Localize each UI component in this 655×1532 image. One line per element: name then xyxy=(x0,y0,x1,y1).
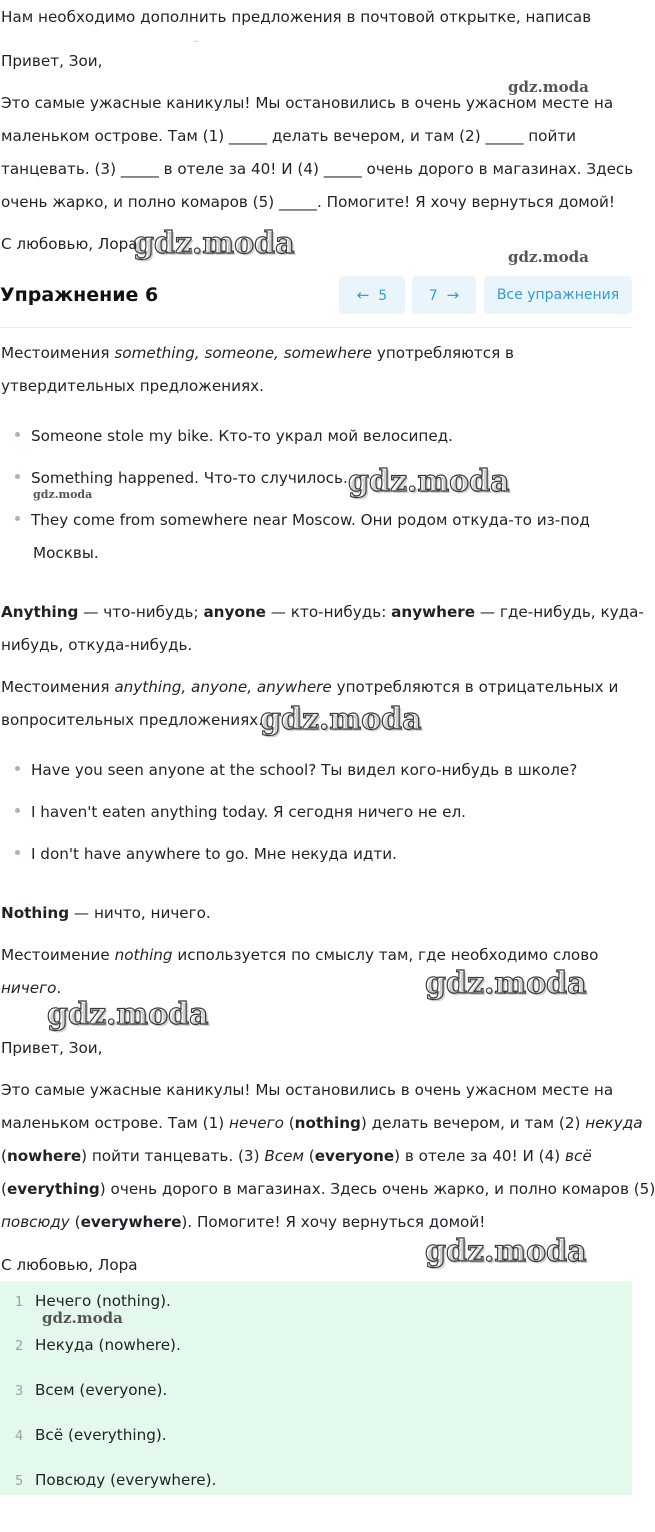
list-item-cont: Москвы. xyxy=(33,544,99,562)
solution-greeting: Привет, Зои, xyxy=(1,1039,103,1057)
watermark: gdz.moda xyxy=(348,464,510,499)
watermark: gdz.moda xyxy=(42,1309,123,1327)
theory-paragraph: Местоимения anything, anyone, anywhere употребляются в отрицательных и xyxy=(1,678,619,696)
watermark: gdz.moda xyxy=(260,702,422,737)
list-item: I haven't eaten anything today. Я сегодня ничего не ел. xyxy=(15,796,626,829)
prev-exercise-button[interactable] xyxy=(339,276,405,314)
solution-line: (nowhere) пойти танцевать. (3) Всем (everyone) в отеле за 40! И (4) всё xyxy=(1,1147,592,1165)
prev-exercise-label: 5 xyxy=(378,288,388,304)
solution-line: (everything) очень дорого в магазинах. Здесь очень жарко, и полно комаров (5) xyxy=(1,1180,655,1198)
list-item: Something happened. Что-то случилось. xyxy=(15,462,626,495)
letter-greeting: Привет, Зои, xyxy=(1,52,103,70)
theory-paragraph: Местоимение nothing используется по смыслу там, где необходимо слово xyxy=(1,946,599,964)
watermark: gdz.moda xyxy=(508,78,589,96)
theory-paragraph: Anything — что-нибудь; anyone — кто-нибудь: anywhere — где-нибудь, куда- xyxy=(1,603,644,621)
header-divider xyxy=(0,327,632,328)
letter-line: очень жарко, и полно комаров (5) _____. Помогите! Я хочу вернуться домой! xyxy=(1,193,615,211)
solution-signature: С любовью, Лора xyxy=(1,1256,138,1274)
bullet-icon xyxy=(15,516,20,521)
answer-item: 5 Повсюду (everywhere). xyxy=(15,1471,217,1489)
theory-paragraph-cont: утвердительных предложениях. xyxy=(1,377,264,395)
theory-paragraph-cont: ничего. xyxy=(1,979,62,997)
next-exercise-button[interactable] xyxy=(412,276,476,314)
theory-paragraph: Nothing — ничто, ничего. xyxy=(1,904,211,922)
exercise-title: Упражнение 6 xyxy=(0,284,159,306)
letter-line: маленьком острове. Там (1) _____ делать вечером, и там (2) _____ пойти xyxy=(1,127,577,145)
list-item: I don't have anywhere to go. Мне некуда идти. xyxy=(15,838,626,871)
answer-item: 3 Всем (everyone). xyxy=(15,1381,168,1399)
theory-paragraph-cont: вопросительных предложениях. xyxy=(1,711,264,729)
all-exercises-button[interactable] xyxy=(484,276,632,314)
answer-item: 2 Некуда (nowhere). xyxy=(15,1336,181,1354)
bullet-icon xyxy=(15,766,20,771)
watermark: gdz.moda xyxy=(425,1234,587,1269)
watermark: gdz.moda xyxy=(47,997,209,1032)
list-item: Have you seen anyone at the school? Ты видел кого-нибудь в школе? xyxy=(15,754,626,787)
watermark: gdz.moda xyxy=(425,966,587,1001)
solution-line: повсюду (everywhere). Помогите! Я хочу вернуться домой! xyxy=(1,1213,486,1231)
solution-line: Это самые ужасные каникулы! Мы остановились в очень ужасном месте на xyxy=(1,1081,614,1099)
intro-ellipsis: .. xyxy=(193,35,199,44)
watermark: gdz.moda xyxy=(133,226,295,261)
theory-paragraph-cont: нибудь, откуда-нибудь. xyxy=(1,636,193,654)
letter-line: танцевать. (3) _____ в отеле за 40! И (4) _____ очень дорого в магазинах. Здесь xyxy=(1,160,634,178)
watermark: gdz.moda xyxy=(508,248,589,266)
list-item: Someone stole my bike. Кто-то украл мой велосипед. xyxy=(15,420,626,453)
letter-signature: С любовью, Лора xyxy=(1,235,138,253)
bullet-icon xyxy=(15,432,20,437)
arrow-left-icon: ← xyxy=(356,286,370,304)
next-exercise-label: 7 xyxy=(428,288,438,304)
bullet-icon xyxy=(15,474,20,479)
list-item: They come from somewhere near Moscow. Они родом откуда-то из-под xyxy=(15,504,626,537)
answer-item: 4 Всё (everything). xyxy=(15,1426,167,1444)
intro-text: Нам необходимо дополнить предложения в почтовой открытке, написав xyxy=(1,8,592,26)
answer-item: 1 Нечего (nothing). xyxy=(15,1292,171,1310)
letter-line: Это самые ужасные каникулы! Мы остановились в очень ужасном месте на xyxy=(1,94,614,112)
theory-paragraph: Местоимения something, someone, somewhere употребляются в xyxy=(1,344,515,362)
solution-line: маленьком острове. Там (1) нечего (nothing) делать вечером, и там (2) некуда xyxy=(1,1114,643,1132)
watermark: gdz.moda xyxy=(33,488,93,501)
arrow-right-icon: → xyxy=(446,286,460,304)
all-exercises-label: Все упражнения xyxy=(496,287,620,303)
bullet-icon xyxy=(15,850,20,855)
bullet-icon xyxy=(15,808,20,813)
